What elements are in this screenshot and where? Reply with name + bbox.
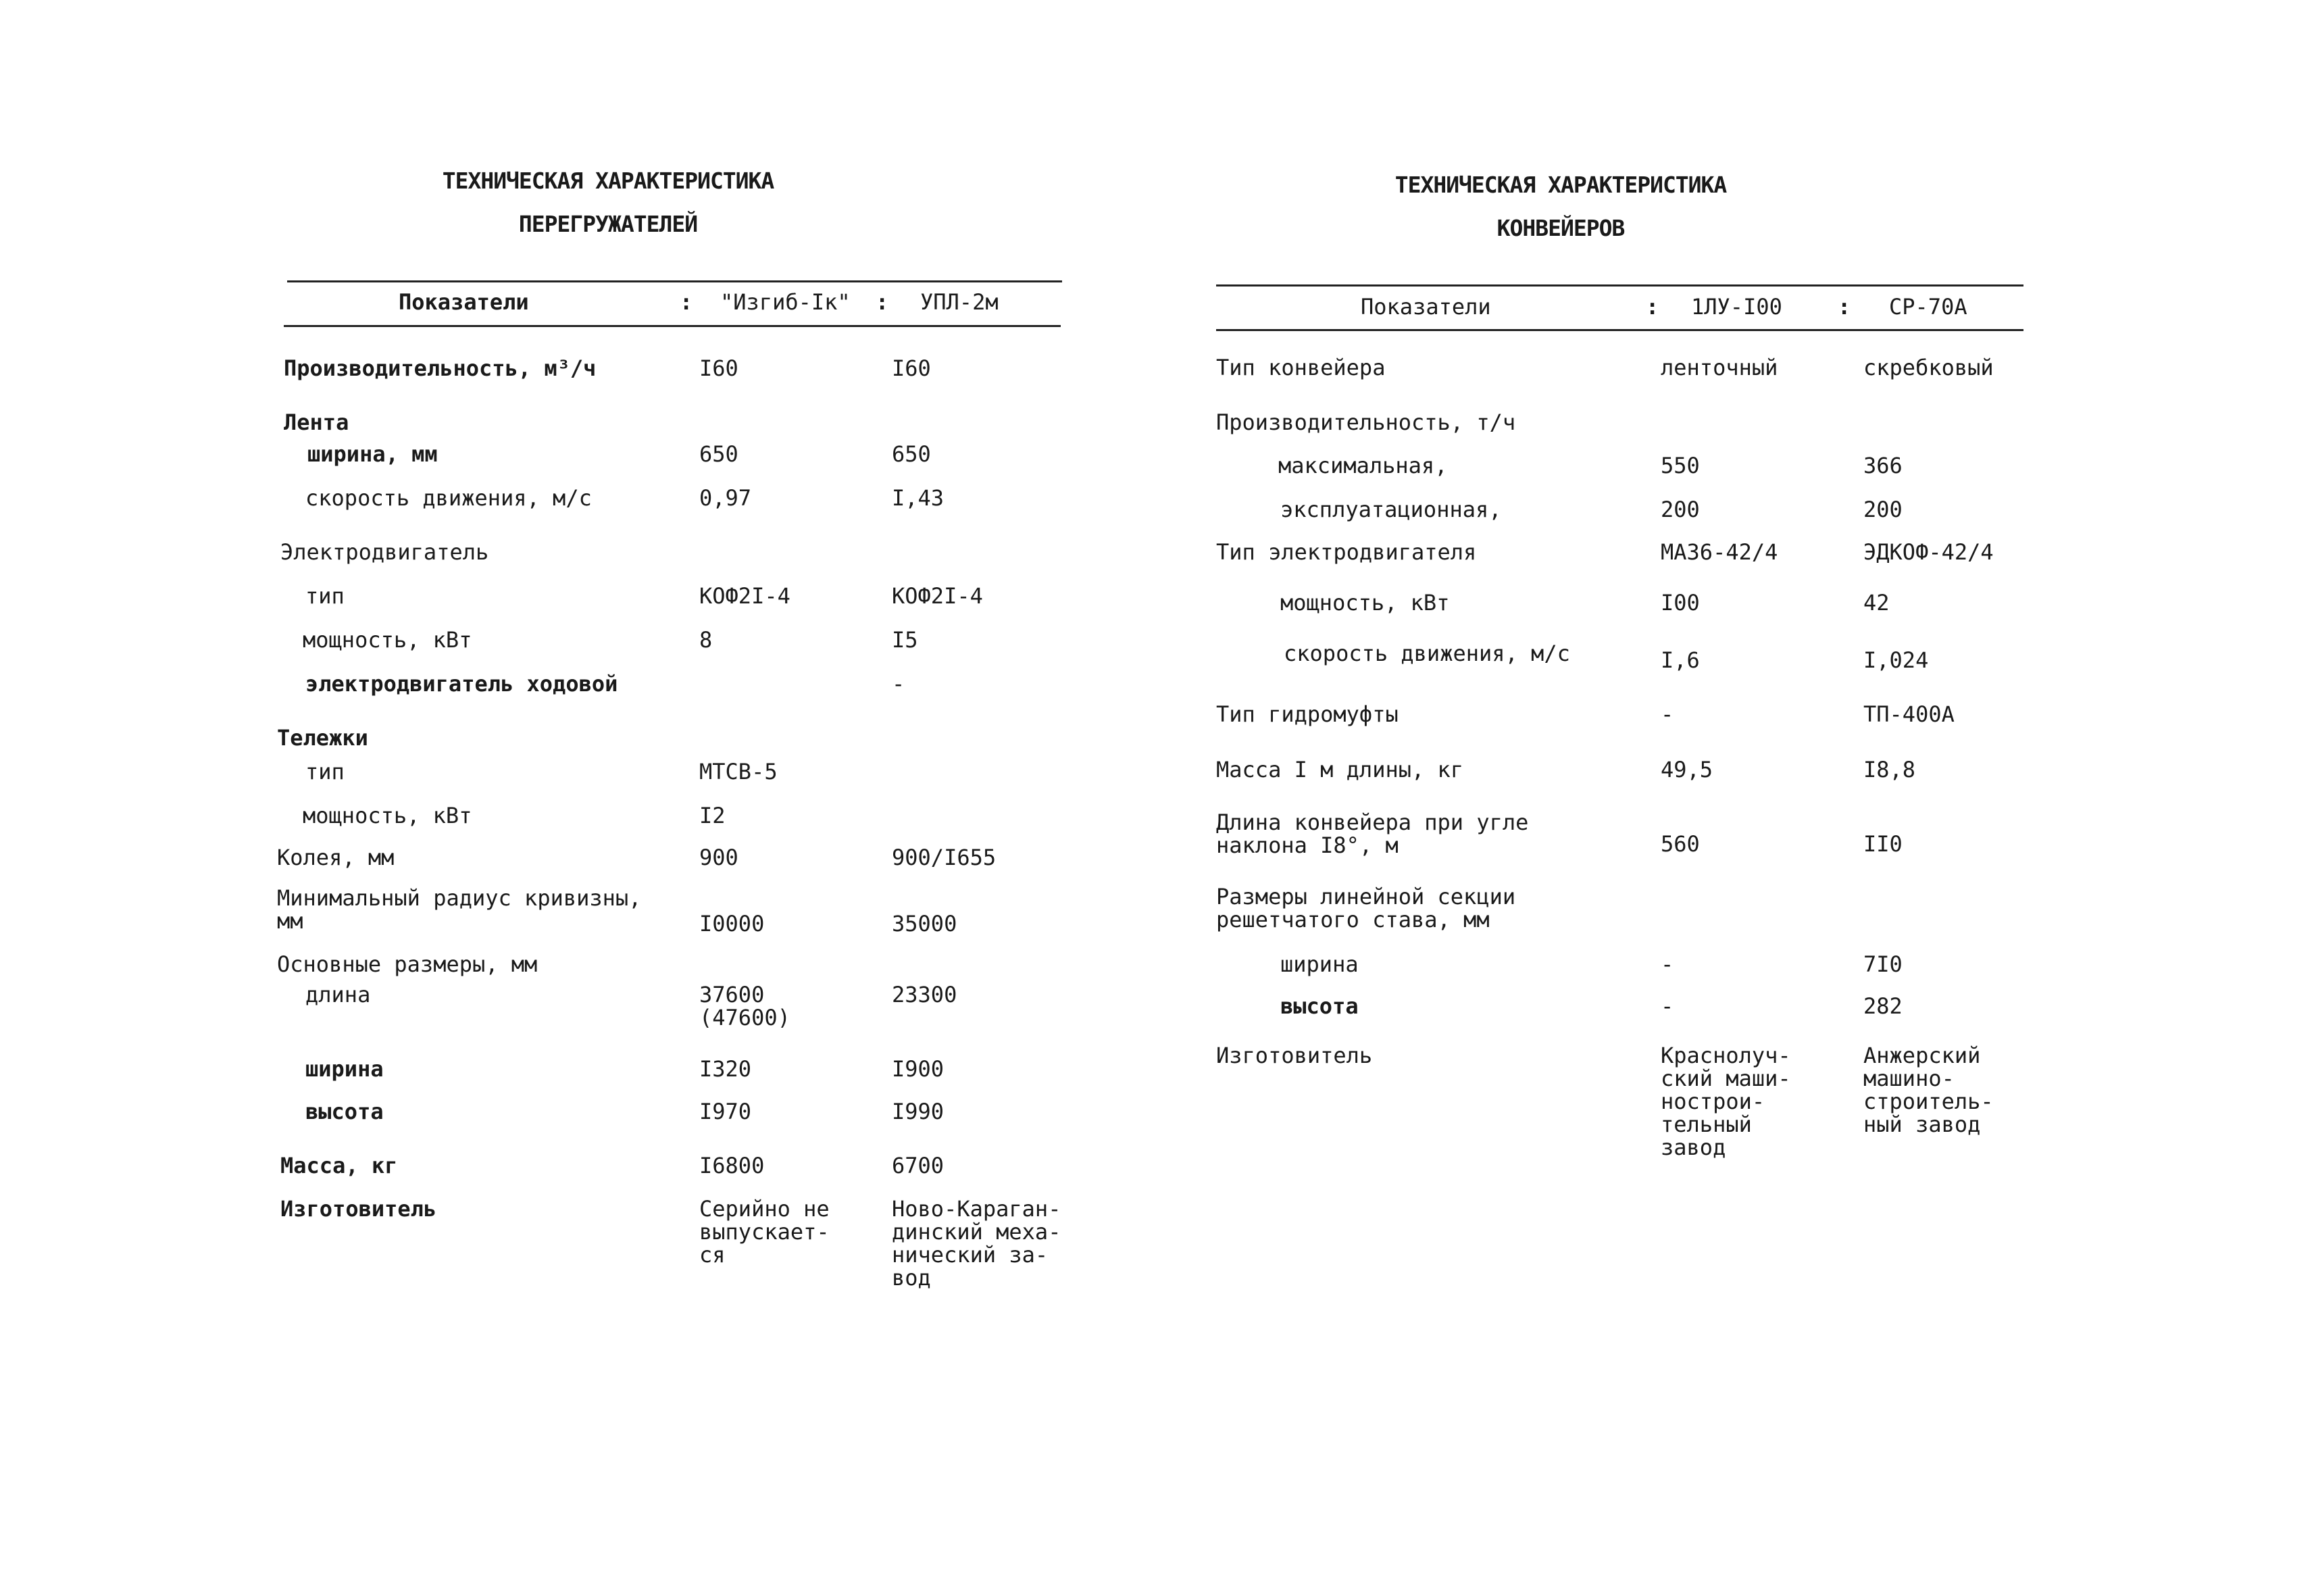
left-row-value-col1: I6800	[699, 1153, 765, 1178]
right-header-sep1: :	[1646, 294, 1659, 320]
right-row-label: высота	[1280, 993, 1359, 1019]
left-row-value-col1: I2	[699, 803, 726, 828]
left-row-value-col1: 37600 (47600)	[699, 982, 790, 1030]
left-row-value-col2: КОФ2I-4	[892, 583, 983, 609]
left-row-value-col1: I320	[699, 1056, 752, 1082]
left-row-label: Лента	[284, 409, 349, 435]
left-header-bottom-rule	[284, 325, 1061, 327]
left-row-value-col2: 23300	[892, 982, 957, 1007]
right-row-value-col2: 366	[1863, 453, 1903, 478]
right-header-col2: СР-70А	[1889, 294, 1967, 320]
right-row-value-col2: Анжерский машино- строитель- ный завод	[1863, 1043, 1994, 1137]
left-row-value-col2: I,43	[892, 485, 945, 511]
right-row-label: максимальная,	[1278, 453, 1448, 478]
right-row-value-col1: -	[1661, 993, 1674, 1019]
left-row-value-col1: Серийно не выпускает- ся	[699, 1196, 830, 1268]
left-row-label: скорость движения, м/с	[305, 485, 592, 511]
right-row-value-col2: 200	[1863, 497, 1903, 522]
left-header-sep1: :	[680, 289, 693, 315]
left-row-label: высота	[305, 1099, 384, 1124]
right-row-label: эксплуатационная,	[1280, 497, 1502, 522]
right-row-value-col2: 282	[1863, 993, 1903, 1019]
left-header-top-rule	[287, 280, 1062, 282]
left-header-col0: Показатели	[399, 289, 529, 315]
right-row-value-col1: 49,5	[1661, 757, 1713, 782]
left-row-label: Масса, кг	[280, 1153, 398, 1178]
right-row-label: скорость движения, м/с	[1284, 641, 1570, 666]
left-row-label: ширина, мм	[307, 441, 438, 467]
left-row-value-col2: I5	[892, 627, 918, 653]
left-row-label: длина	[305, 982, 371, 1007]
right-row-label: Длина конвейера при угле наклона I8°, м	[1216, 809, 1529, 858]
left-row-value-col1: I60	[699, 355, 738, 381]
right-title-line2: КОНВЕЙЕРОВ	[1496, 215, 1625, 241]
right-row-value-col1: I,6	[1661, 647, 1700, 673]
left-header-col2: УПЛ-2м	[920, 289, 999, 315]
left-row-value-col1: 650	[699, 441, 738, 467]
right-row-label: Тип конвейера	[1216, 355, 1386, 380]
right-header-bottom-rule	[1216, 329, 2023, 331]
left-row-label: ширина	[305, 1056, 384, 1082]
left-header-col1: "Изгиб-Iк"	[720, 289, 851, 315]
left-row-label: Основные размеры, мм	[277, 951, 538, 977]
left-row-label: Минимальный радиус кривизны, мм	[277, 885, 642, 934]
left-row-label: Производительность, м³/ч	[284, 355, 597, 381]
left-row-value-col2: 650	[892, 441, 931, 467]
right-row-label: мощность, кВт	[1280, 590, 1450, 616]
left-row-value-col2: I990	[892, 1099, 945, 1124]
right-row-label: Тип электродвигателя	[1216, 539, 1477, 565]
right-row-value-col2: ЭДКОФ-42/4	[1863, 539, 1994, 565]
left-row-value-col1: МТСВ-5	[699, 759, 778, 784]
right-row-label: ширина	[1280, 951, 1359, 977]
right-row-value-col1: I00	[1661, 590, 1700, 616]
left-row-label: Тележки	[277, 725, 368, 751]
right-row-value-col2: II0	[1863, 831, 1903, 857]
left-header-sep2: :	[876, 289, 889, 315]
right-row-label: Масса I м длины, кг	[1216, 757, 1464, 782]
left-row-label: Изготовитель	[280, 1196, 437, 1222]
right-row-value-col2: I,024	[1863, 647, 1929, 673]
right-header-top-rule	[1216, 284, 2023, 286]
left-row-value-col1: КОФ2I-4	[699, 583, 790, 609]
left-row-value-col1: 0,97	[699, 485, 752, 511]
right-row-value-col2: скребковый	[1863, 355, 1994, 380]
right-row-value-col2: ТП-400А	[1863, 701, 1955, 727]
left-title-line2: ПЕРЕГРУЖАТЕЛЕЙ	[518, 211, 698, 237]
right-row-label: Тип гидромуфты	[1216, 701, 1399, 727]
left-row-value-col2: 900/I655	[892, 845, 997, 870]
right-row-value-col1: 550	[1661, 453, 1700, 478]
right-row-value-col1: -	[1661, 951, 1674, 977]
left-row-label: мощность, кВт	[303, 627, 472, 653]
right-row-value-col1: 200	[1661, 497, 1700, 522]
left-row-label: электродвигатель ходовой	[305, 671, 618, 697]
right-row-label: Производительность, т/ч	[1216, 409, 1516, 435]
left-row-label: Электродвигатель	[280, 539, 489, 565]
left-row-label: мощность, кВт	[303, 803, 472, 828]
right-header-col1: 1ЛУ-I00	[1691, 294, 1782, 320]
right-row-value-col1: МА36-42/4	[1661, 539, 1778, 565]
left-row-value-col2: 6700	[892, 1153, 945, 1178]
left-row-label: тип	[305, 583, 345, 609]
right-title-line1: ТЕХНИЧЕСКАЯ ХАРАКТЕРИСТИКА	[1394, 172, 1727, 198]
left-row-value-col1: I0000	[699, 911, 765, 937]
right-row-value-col1: 560	[1661, 831, 1700, 857]
right-row-value-col1: Краснолуч- ский маши- нострои- тельный завод	[1661, 1043, 1791, 1160]
right-row-value-col1: ленточный	[1661, 355, 1778, 380]
right-row-value-col2: 42	[1863, 590, 1890, 616]
left-row-value-col2: I900	[892, 1056, 945, 1082]
left-row-label: тип	[305, 759, 345, 784]
right-row-label: Размеры линейной секции решетчатого става, мм	[1216, 884, 1516, 932]
left-row-value-col1: 900	[699, 845, 738, 870]
left-row-value-col2: Ново-Караган- динский меха- нический за- вод	[892, 1196, 1061, 1291]
right-header-sep2: :	[1838, 294, 1851, 320]
left-row-value-col2: I60	[892, 355, 931, 381]
left-row-value-col2: 35000	[892, 911, 957, 937]
right-header-col0: Показатели	[1361, 294, 1491, 320]
right-row-value-col2: 7I0	[1863, 951, 1903, 977]
left-title-line1: ТЕХНИЧЕСКАЯ ХАРАКТЕРИСТИКА	[442, 168, 774, 194]
left-row-value-col1: I970	[699, 1099, 752, 1124]
right-row-label: Изготовитель	[1216, 1043, 1373, 1068]
left-row-value-col2: -	[892, 671, 905, 697]
left-row-value-col1: 8	[699, 627, 713, 653]
right-row-value-col1: -	[1661, 701, 1674, 727]
right-row-value-col2: I8,8	[1863, 757, 1916, 782]
left-row-label: Колея, мм	[277, 845, 395, 870]
